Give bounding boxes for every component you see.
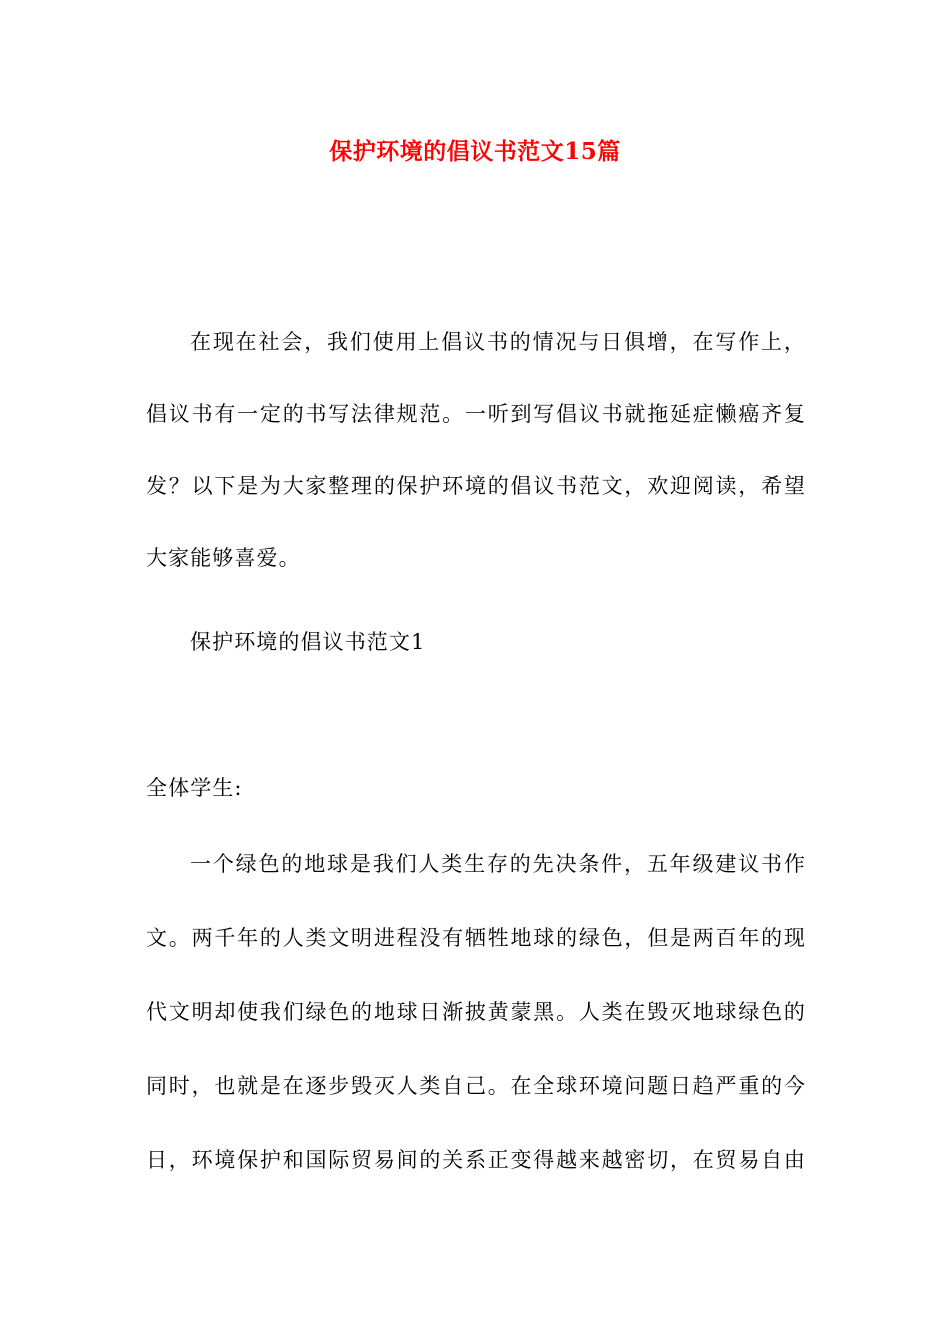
intro-line-2: 倡议书有一定的书写法律规范。一听到写倡议书就拖延症懒癌齐复: [146, 402, 806, 426]
body-line-1: 一个绿色的地球是我们人类生存的先决条件，五年级建议书作: [190, 852, 806, 876]
intro-line-3: 发？以下是为大家整理的保护环境的倡议书范文，欢迎阅读，希望: [146, 474, 806, 498]
section-heading: 保护环境的倡议书范文1: [190, 630, 426, 654]
salutation: 全体学生:: [146, 776, 243, 800]
body-line-4: 同时，也就是在逐步毁灭人类自己。在全球环境问题日趋严重的今: [146, 1074, 806, 1098]
intro-line-1: 在现在社会，我们使用上倡议书的情况与日俱增，在写作上，: [190, 330, 806, 354]
intro-line-4: 大家能够喜爱。: [146, 546, 301, 570]
body-line-2: 文。两千年的人类文明进程没有牺牲地球的绿色，但是两百年的现: [146, 926, 806, 950]
body-line-5: 日，环境保护和国际贸易间的关系正变得越来越密切，在贸易自由: [146, 1148, 806, 1172]
body-line-3: 代文明却使我们绿色的地球日渐披黄蒙黑。人类在毁灭地球绿色的: [146, 1000, 806, 1024]
document-title: 保护环境的倡议书范文15篇: [329, 138, 621, 165]
